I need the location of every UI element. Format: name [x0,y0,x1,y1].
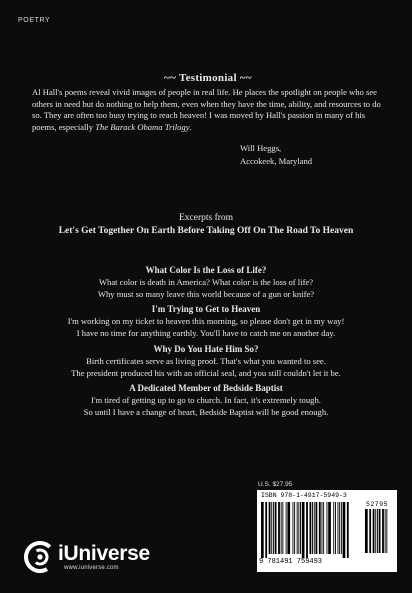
excerpt-line: Why must so many leave this world because of a gun or knife? [97,288,315,299]
testimonial-section [32,72,384,168]
addon-barcode-icon [365,509,393,557]
excerpt-title: Why Do You Hate Him So? [153,344,259,354]
testimonial-location: Accokeek, Maryland [240,156,313,167]
excerpt-item [0,344,412,379]
ean-digits: 9 781491 759493 [259,558,323,566]
excerpt-item [0,265,412,300]
testimonial-text-body: Al Hall's poems reveal vivid images of people in real life. He places the spotlight on people who see others in need but do nothing to help them, even when they have the time, ability, and resources to do so. They are often too busy trying to reach heaven! I was moved by Hall's passion in many of his poems, especially [32,87,381,132]
excerpt-item [0,383,412,418]
excerpt-title: A Dedicated Member of Bedside Baptist [129,383,283,393]
excerpts-intro: Excerpts from [178,213,234,223]
iuniverse-swirl-icon [24,541,56,573]
category-label: POETRY [18,17,51,24]
testimonial-author: Will Heggs, [240,143,282,154]
excerpt-line: I'm working on my ticket to heaven this morning, so please don't get in my way! [67,316,345,326]
testimonial-heading: ~~ Testimonial ~~ [164,72,252,84]
price-label: U.S. $27.95 [258,481,293,488]
excerpt-line: So until I have a change of heart, Bedside Baptist will be good enough. [83,406,329,417]
excerpts-header [0,213,412,236]
excerpt-line: Birth certificates serve as living proof. That's what you wanted to see. [86,356,326,366]
addon-code: 52795 [366,501,389,508]
testimonial-book-reference: The Barack Obama Trilogy [95,121,190,132]
excerpt-line: What color is death in America? What color is the loss of life? [98,277,314,287]
testimonial-text [32,87,384,133]
testimonial-signature [240,142,384,168]
excerpt-item [0,304,412,339]
excerpt-line: I'm tired of getting up to go to church. In fact, it's extremely tough. [91,395,321,405]
testimonial-text-end: . [189,121,192,132]
barcode [257,490,397,572]
ean-barcode-icon [261,502,361,558]
excerpt-title: What Color Is the Loss of Life? [145,265,267,275]
publisher-name: iUniverse [58,542,150,565]
book-title: Let's Get Together On Earth Before Taking Off On The Road To Heaven [58,226,354,236]
excerpt-title: I'm Trying to Get to Heaven [151,304,261,314]
publisher-url: www.iuniverse.com [64,565,119,571]
isbn-text: ISBN 978-1-4917-5949-3 [261,492,347,499]
excerpt-line: The president produced his with an official seal, and you still couldn't let it be. [71,367,341,378]
publisher-logo [24,541,150,573]
excerpt-line: I have no time for anything earthly. You'll have to catch me on another day. [76,327,336,338]
